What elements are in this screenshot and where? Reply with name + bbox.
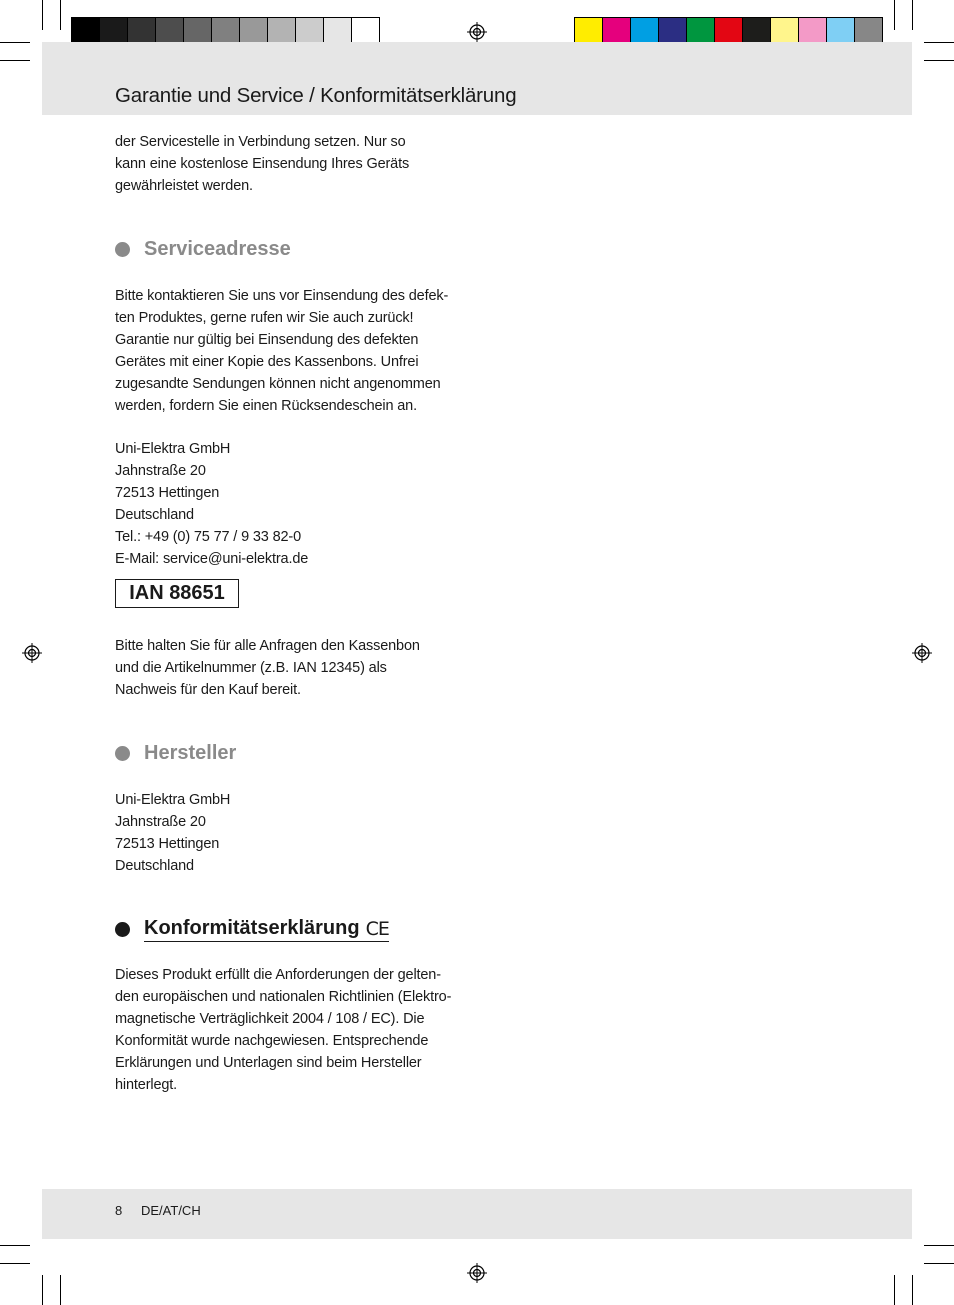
bullet-icon xyxy=(115,922,130,937)
ian-number-box: IAN 88651 xyxy=(115,579,239,608)
bullet-icon xyxy=(115,242,130,257)
crop-mark xyxy=(924,60,954,61)
crop-mark xyxy=(924,1263,954,1264)
underlined-heading xyxy=(144,917,389,942)
locale-label: DE/AT/CH xyxy=(141,1203,201,1218)
section-heading-serviceadresse xyxy=(115,238,291,261)
crop-mark xyxy=(0,1263,30,1264)
crop-mark xyxy=(894,0,895,30)
bullet-icon xyxy=(115,746,130,761)
section-heading-label: Konformitätserklärung xyxy=(144,917,360,939)
crop-mark xyxy=(912,1275,913,1305)
ian-note-paragraph: Bitte halten Sie für alle Anfragen den Kassenbon und die Artikelnummer (z.B. IAN 12345) als Nachweis für den Kauf bereit. xyxy=(115,638,420,698)
page-title: Garantie und Service / Konformitätserklärung xyxy=(115,84,517,107)
crop-mark xyxy=(0,1245,30,1246)
registration-mark-icon xyxy=(467,1263,487,1283)
manufacturer-address-block: Uni-Elektra GmbH Jahnstraße 20 72513 Hettingen Deutschland xyxy=(115,792,231,874)
section-heading-label: Hersteller xyxy=(144,742,237,764)
ce-mark-icon: CE xyxy=(365,917,389,940)
crop-mark xyxy=(924,1245,954,1246)
service-address-block: Uni-Elektra GmbH Jahnstraße 20 72513 Hettingen Deutschland Tel.: +49 (0) 75 77 / 9 33 82-0 E-Mail: service@uni-elektra.de xyxy=(115,441,309,567)
crop-mark xyxy=(894,1275,895,1305)
crop-mark xyxy=(924,42,954,43)
crop-mark xyxy=(60,0,61,30)
registration-mark-icon xyxy=(22,643,42,663)
registration-mark-icon xyxy=(467,22,487,42)
page-number: 8 xyxy=(115,1203,123,1218)
crop-mark xyxy=(912,0,913,30)
section-heading-hersteller xyxy=(115,742,236,765)
intro-paragraph: der Servicestelle in Verbindung setzen. Nur so kann eine kostenlose Einsendung Ihres Geräts gewährleistet werden. xyxy=(115,134,410,194)
crop-mark xyxy=(42,0,43,30)
section-heading-konformitaetserklaerung xyxy=(115,917,389,942)
crop-mark xyxy=(60,1275,61,1305)
crop-mark xyxy=(0,42,30,43)
section-heading-label: Serviceadresse xyxy=(144,238,291,260)
registration-mark-icon xyxy=(912,643,932,663)
crop-mark xyxy=(42,1275,43,1305)
service-contact-paragraph: Bitte kontaktieren Sie uns vor Einsendung des defek- ten Produktes, gerne rufen wir Sie auch zurück! Garantie nur gültig bei Einsendung des defekten Gerätes mit einer Kopie des Kassenbons. Unfrei zugesandte Sendungen können nicht angenommen werden, fordern Sie einen Rücksendeschein an. xyxy=(115,288,449,414)
crop-mark xyxy=(0,60,30,61)
conformity-paragraph: Dieses Produkt erfüllt die Anforderungen der gelten- den europäischen und nationalen Richtlinien (Elektro- magnetische Verträglichkeit 2004 / 108 / EC). Die Konformität wurde nachgewiesen. Entsprechende Erklärungen und Unterlagen sind beim Hersteller hinterlegt. xyxy=(115,967,452,1093)
